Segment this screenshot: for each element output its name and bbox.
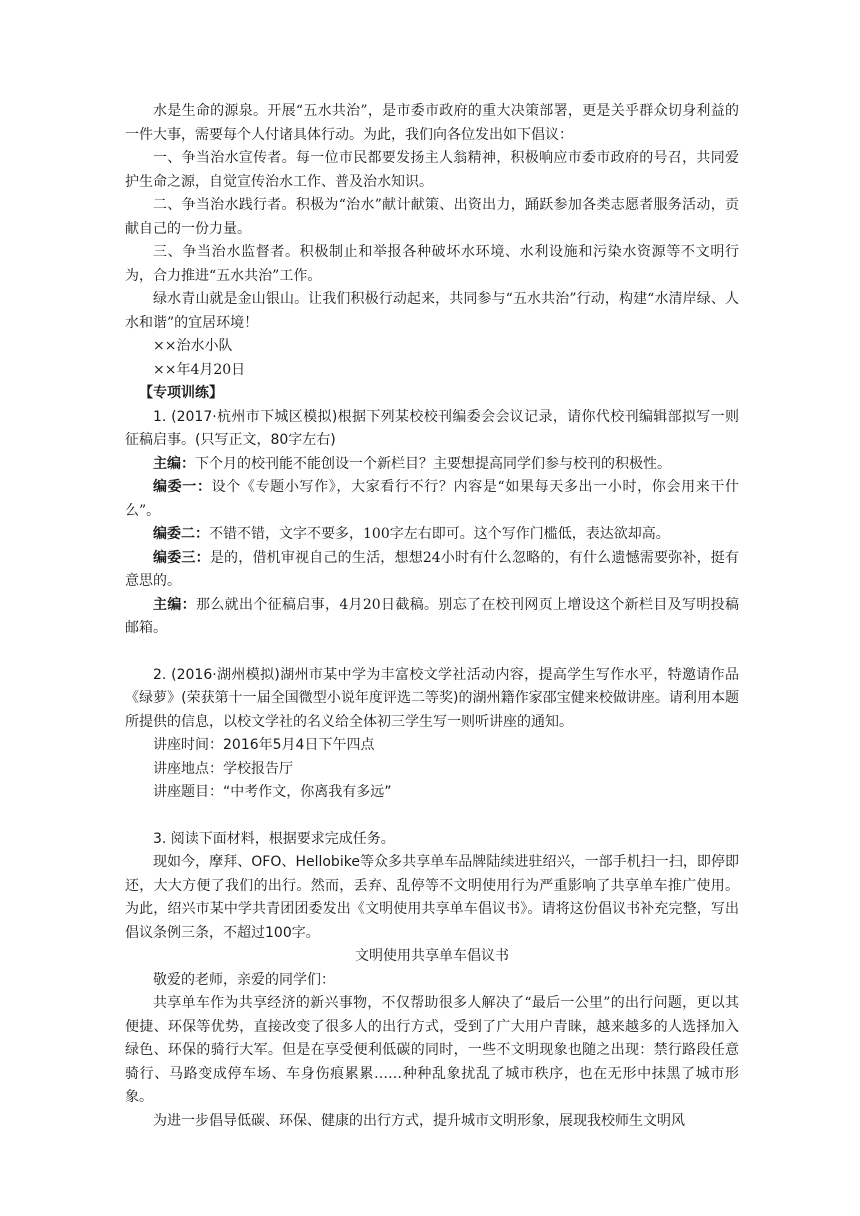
document-content xyxy=(125,100,739,1133)
question-1-text: 1. (2017·杭州市下城区模拟)根据下列某校校刊编委会会议记录，请你代校刊编辑部拟写一则征稿启事。(只写正文，80字左右) xyxy=(125,408,739,448)
paragraph-proposal-3: 三、争当治水监督者。积极制止和举报各种破坏水环境、水利设施和污染水资源等不文明行为，合力推进“五水共治”工作。 xyxy=(125,244,739,284)
spacer xyxy=(125,641,739,664)
dialog-speaker: 主编： xyxy=(153,455,195,472)
paragraph-intro: 水是生命的源泉。开展“五水共治”，是市委市政府的重大决策部署，更是关乎群众切身利益的一件大事，需要每个人付诸具体行动。为此，我们向各位发出如下倡议： xyxy=(125,103,739,143)
dialog-text: 是的，借机审视自己的生活，想想24小时有什么忽略的，有什么遗憾需要弥补，挺有意思的。 xyxy=(125,549,740,589)
dialog-speaker: 编委一： xyxy=(153,479,212,495)
dialog-text: 不错不错，文字不要多，100字左右即可。这个写作门槛低，表达欲却高。 xyxy=(209,526,670,542)
paragraph-proposal-1: 一、争当治水宣传者。每一位市民都要发扬主人翁精神，积极响应市委市政府的号召，共同爱护生命之源，自觉宣传治水工作、普及治水知识。 xyxy=(125,150,739,190)
paragraph-proposal-2: 二、争当治水践行者。积极为“治水”献计献策、出资出力，踊跃参加各类志愿者服务活动，贡献自己的一份力量。 xyxy=(125,197,739,237)
dialog-line xyxy=(125,594,739,641)
proposal-body-1: 共享单车作为共享经济的新兴事物，不仅帮助很多人解决了“最后一公里”的出行问题，更以其便捷、环保等优势，直接改变了很多人的出行方式，受到了广大用户青睐，越来越多的人选择加入绿色、环保的骑行大军。但是在享受便利低碳的同时，一些不文明现象也随之出现：禁行路段任意骑行、马路变成停车场、车身伤痕累累……种种乱象扰乱了城市秩序，也在无形中抹黑了城市形象。 xyxy=(125,995,739,1105)
lecture-time: 讲座时间：2016年5月4日下午四点 xyxy=(153,737,375,753)
lecture-topic: 讲座题目：“中考作文，你离我有多远” xyxy=(153,784,392,800)
section-heading-training: 【专项训练】 xyxy=(139,385,223,401)
signature: ××治水小队 xyxy=(153,338,233,354)
paragraph-closing: 绿水青山就是金山银山。让我们积极行动起来，共同参与“五水共治”行动，构建“水清岸绿、人水和谐”的宜居环境！ xyxy=(125,291,739,331)
question-2-text: 2. (2016·湖州模拟)湖州市某中学为丰富校文学社活动内容，提高学生写作水平，特邀请作品《绿萝》(荣获第十一届全国微型小说年度评选二等奖)的湖州籍作家邵宝健来校做讲座。请利用本题所提供的信息，以校文学社的名义给全体初三学生写一则听讲座的通知。 xyxy=(125,666,739,730)
dialog-speaker: 主编： xyxy=(153,596,196,613)
proposal-body-2: 为进一步倡导低碳、环保、健康的出行方式，提升城市文明形象，展现我校师生文明风 xyxy=(153,1112,685,1129)
question-3-material: 现如今，摩拜、OFO、Hellobike等众多共享单车品牌陆续进驻绍兴，一部手机扫一扫，即停即还，大大方便了我们的出行。然而，丢弃、乱停等不文明使用行为严重影响了共享单车推广使用。为此，绍兴市某中学共青团团委发出《文明使用共享单车倡议书》。请将这份倡议书补充完整，写出倡议条例三条，不超过100字。 xyxy=(125,854,739,941)
spacer xyxy=(125,805,739,828)
dialog-text: 那么就出个征稿启事，4月20日截稿。别忘了在校刊网页上增设这个新栏目及写明投稿邮箱。 xyxy=(125,596,739,636)
lecture-place: 讲座地点：学校报告厅 xyxy=(153,760,293,777)
dialog-speaker: 编委二： xyxy=(153,526,209,542)
question-3-text: 3. 阅读下面材料，根据要求完成任务。 xyxy=(153,830,395,847)
proposal-greeting: 敬爱的老师，亲爱的同学们： xyxy=(153,971,335,988)
dialog-line xyxy=(125,476,739,523)
dialog-line xyxy=(125,523,739,547)
dialog-speaker: 编委三： xyxy=(153,549,210,566)
proposal-title: 文明使用共享单车倡议书 xyxy=(355,948,509,964)
dialog-line xyxy=(125,547,739,594)
dialog-line xyxy=(125,453,739,477)
signature-date: ××年4月20日 xyxy=(153,361,246,378)
dialog-text: 下个月的校刊能不能创设一个新栏目？主要想提高同学们参与校刊的积极性。 xyxy=(195,455,671,472)
dialog-text: 设个《专题小写作》，大家看行不行？内容是“如果每天多出一小时，你会用来干什么”。 xyxy=(125,479,740,519)
